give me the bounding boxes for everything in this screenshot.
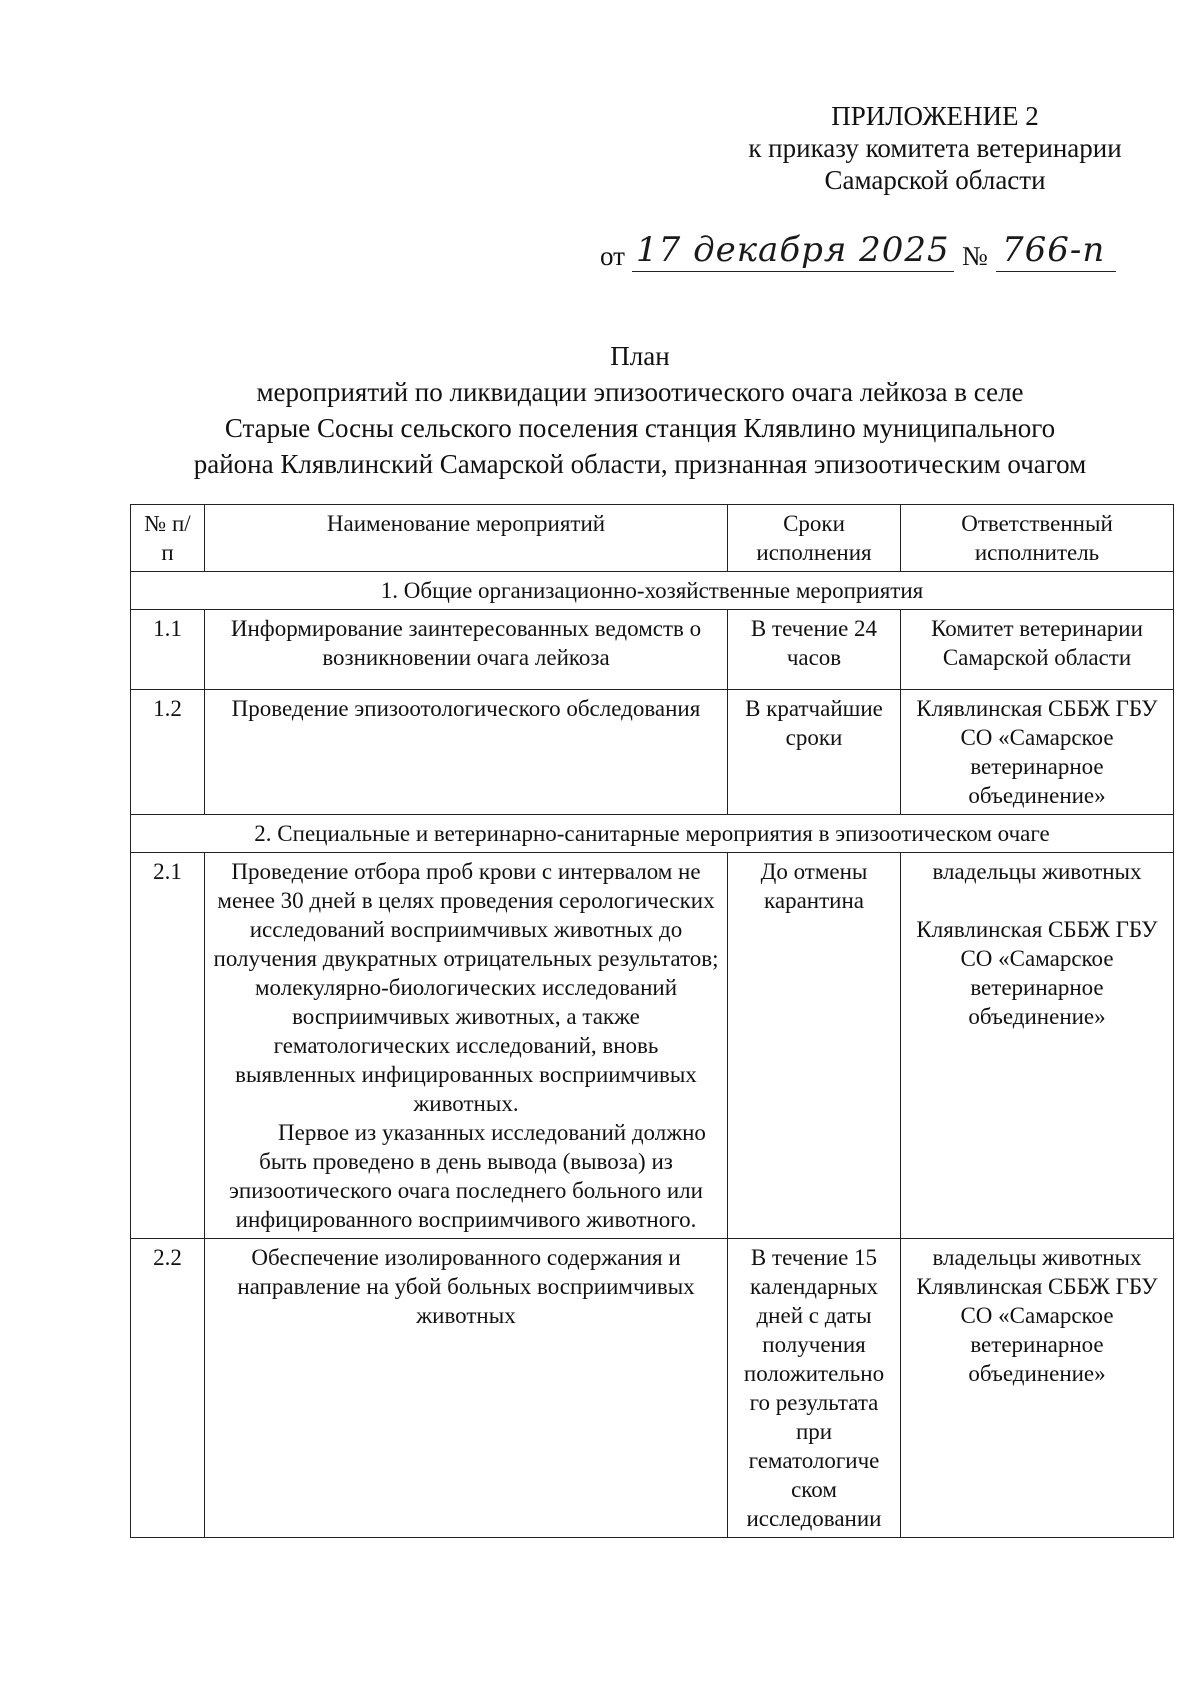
row-resp: [901, 1239, 1174, 1538]
row-resp-owner: владельцы животных: [932, 1245, 1142, 1270]
date-label: от: [600, 241, 625, 271]
header-resp: Ответственный исполнитель: [901, 505, 1174, 572]
appendix-line-2: Самарской области: [824, 165, 1046, 195]
title-line-3: района Клявлинский Самарской области, признанная эпизоотическим очагом: [193, 449, 1087, 479]
table-header-row: [131, 505, 1174, 572]
order-date-number: [600, 230, 1180, 278]
section-title-2: 2. Специальные и ветеринарно-санитарные мероприятия в эпизоотическом очаге: [131, 815, 1174, 853]
row-no: 2.2: [131, 1239, 205, 1538]
handwritten-date: 17 декабря 2025: [636, 230, 950, 270]
row-term: До отмены карантина: [728, 853, 901, 1239]
section-row-2: [131, 815, 1174, 853]
row-resp: Клявлинская СББЖ ГБУ СО «Самарское ветеринарное объединение»: [901, 690, 1174, 815]
row-resp: Комитет ветеринарии Самарской области: [901, 610, 1174, 690]
header-name: Наименование мероприятий: [205, 505, 728, 572]
handwritten-number: 766-п: [1002, 230, 1106, 270]
row-name: Информирование заинтересованных ведомств о возникновении очага лейкоза: [205, 610, 728, 690]
row-resp-org: Клявлинская СББЖ ГБУ СО «Самарское ветеринарное объединение»: [916, 917, 1158, 1029]
title-line-1: мероприятий по ликвидации эпизоотического очага лейкоза в селе: [256, 377, 1024, 407]
row-no: 2.1: [131, 853, 205, 1239]
appendix-line-1: к приказу комитета ветеринарии: [748, 133, 1122, 163]
row-name-paragraph-1: Проведение отбора проб крови с интервалом не менее 30 дней в целях проведения серологических исследований восприимчивых животных до получения двукратных отрицательных результатов; молекулярно-биологических исследований восприимчивых животных, а также гематологических исследований, вновь выявленных инфицированных восприимчивых животных.: [213, 859, 719, 1116]
row-name: Проведение эпизоотологического обследования: [205, 690, 728, 815]
header-no: № п/п: [131, 505, 205, 572]
row-term: В течение 15 календарных дней с даты получения положительно го результата при гематологиче ском исследовании: [728, 1239, 901, 1538]
row-term: В кратчайшие сроки: [728, 690, 901, 815]
appendix-header: [680, 100, 1190, 196]
section-title-1: 1. Общие организационно-хозяйственные мероприятия: [131, 572, 1174, 610]
row-name: Обеспечение изолированного содержания и направление на убой больных восприимчивых животных: [205, 1239, 728, 1538]
appendix-title: ПРИЛОЖЕНИЕ 2: [831, 101, 1039, 131]
document-title: [120, 338, 1160, 482]
table-row: [131, 690, 1174, 815]
table-row: [131, 610, 1174, 690]
title-line-2: Старые Сосны сельского поселения станция Клявлино муниципального: [224, 413, 1056, 443]
date-underline: [632, 271, 954, 272]
number-underline: [996, 271, 1116, 272]
row-term: В течение 24 часов: [728, 610, 901, 690]
row-no: 1.1: [131, 610, 205, 690]
plan-table: [130, 504, 1174, 1538]
section-row-1: [131, 572, 1174, 610]
row-name: [205, 853, 728, 1239]
row-name-paragraph-2: Первое из указанных исследований должно быть проведено в день вывода (вывоза) из эпизоотического очага последнего больного или инфицированного восприимчивого животного.: [229, 1120, 706, 1232]
number-label: №: [962, 241, 988, 271]
title-heading: План: [610, 341, 670, 371]
table-row: [131, 1239, 1174, 1538]
row-no: 1.2: [131, 690, 205, 815]
row-resp-owner: владельцы животных: [932, 859, 1142, 884]
row-resp-org: Клявлинская СББЖ ГБУ СО «Самарское ветеринарное объединение»: [916, 1274, 1158, 1386]
header-term: Сроки исполнения: [728, 505, 901, 572]
row-resp: [901, 853, 1174, 1239]
table-row: [131, 853, 1174, 1239]
row-resp-spacer: [909, 886, 1165, 915]
